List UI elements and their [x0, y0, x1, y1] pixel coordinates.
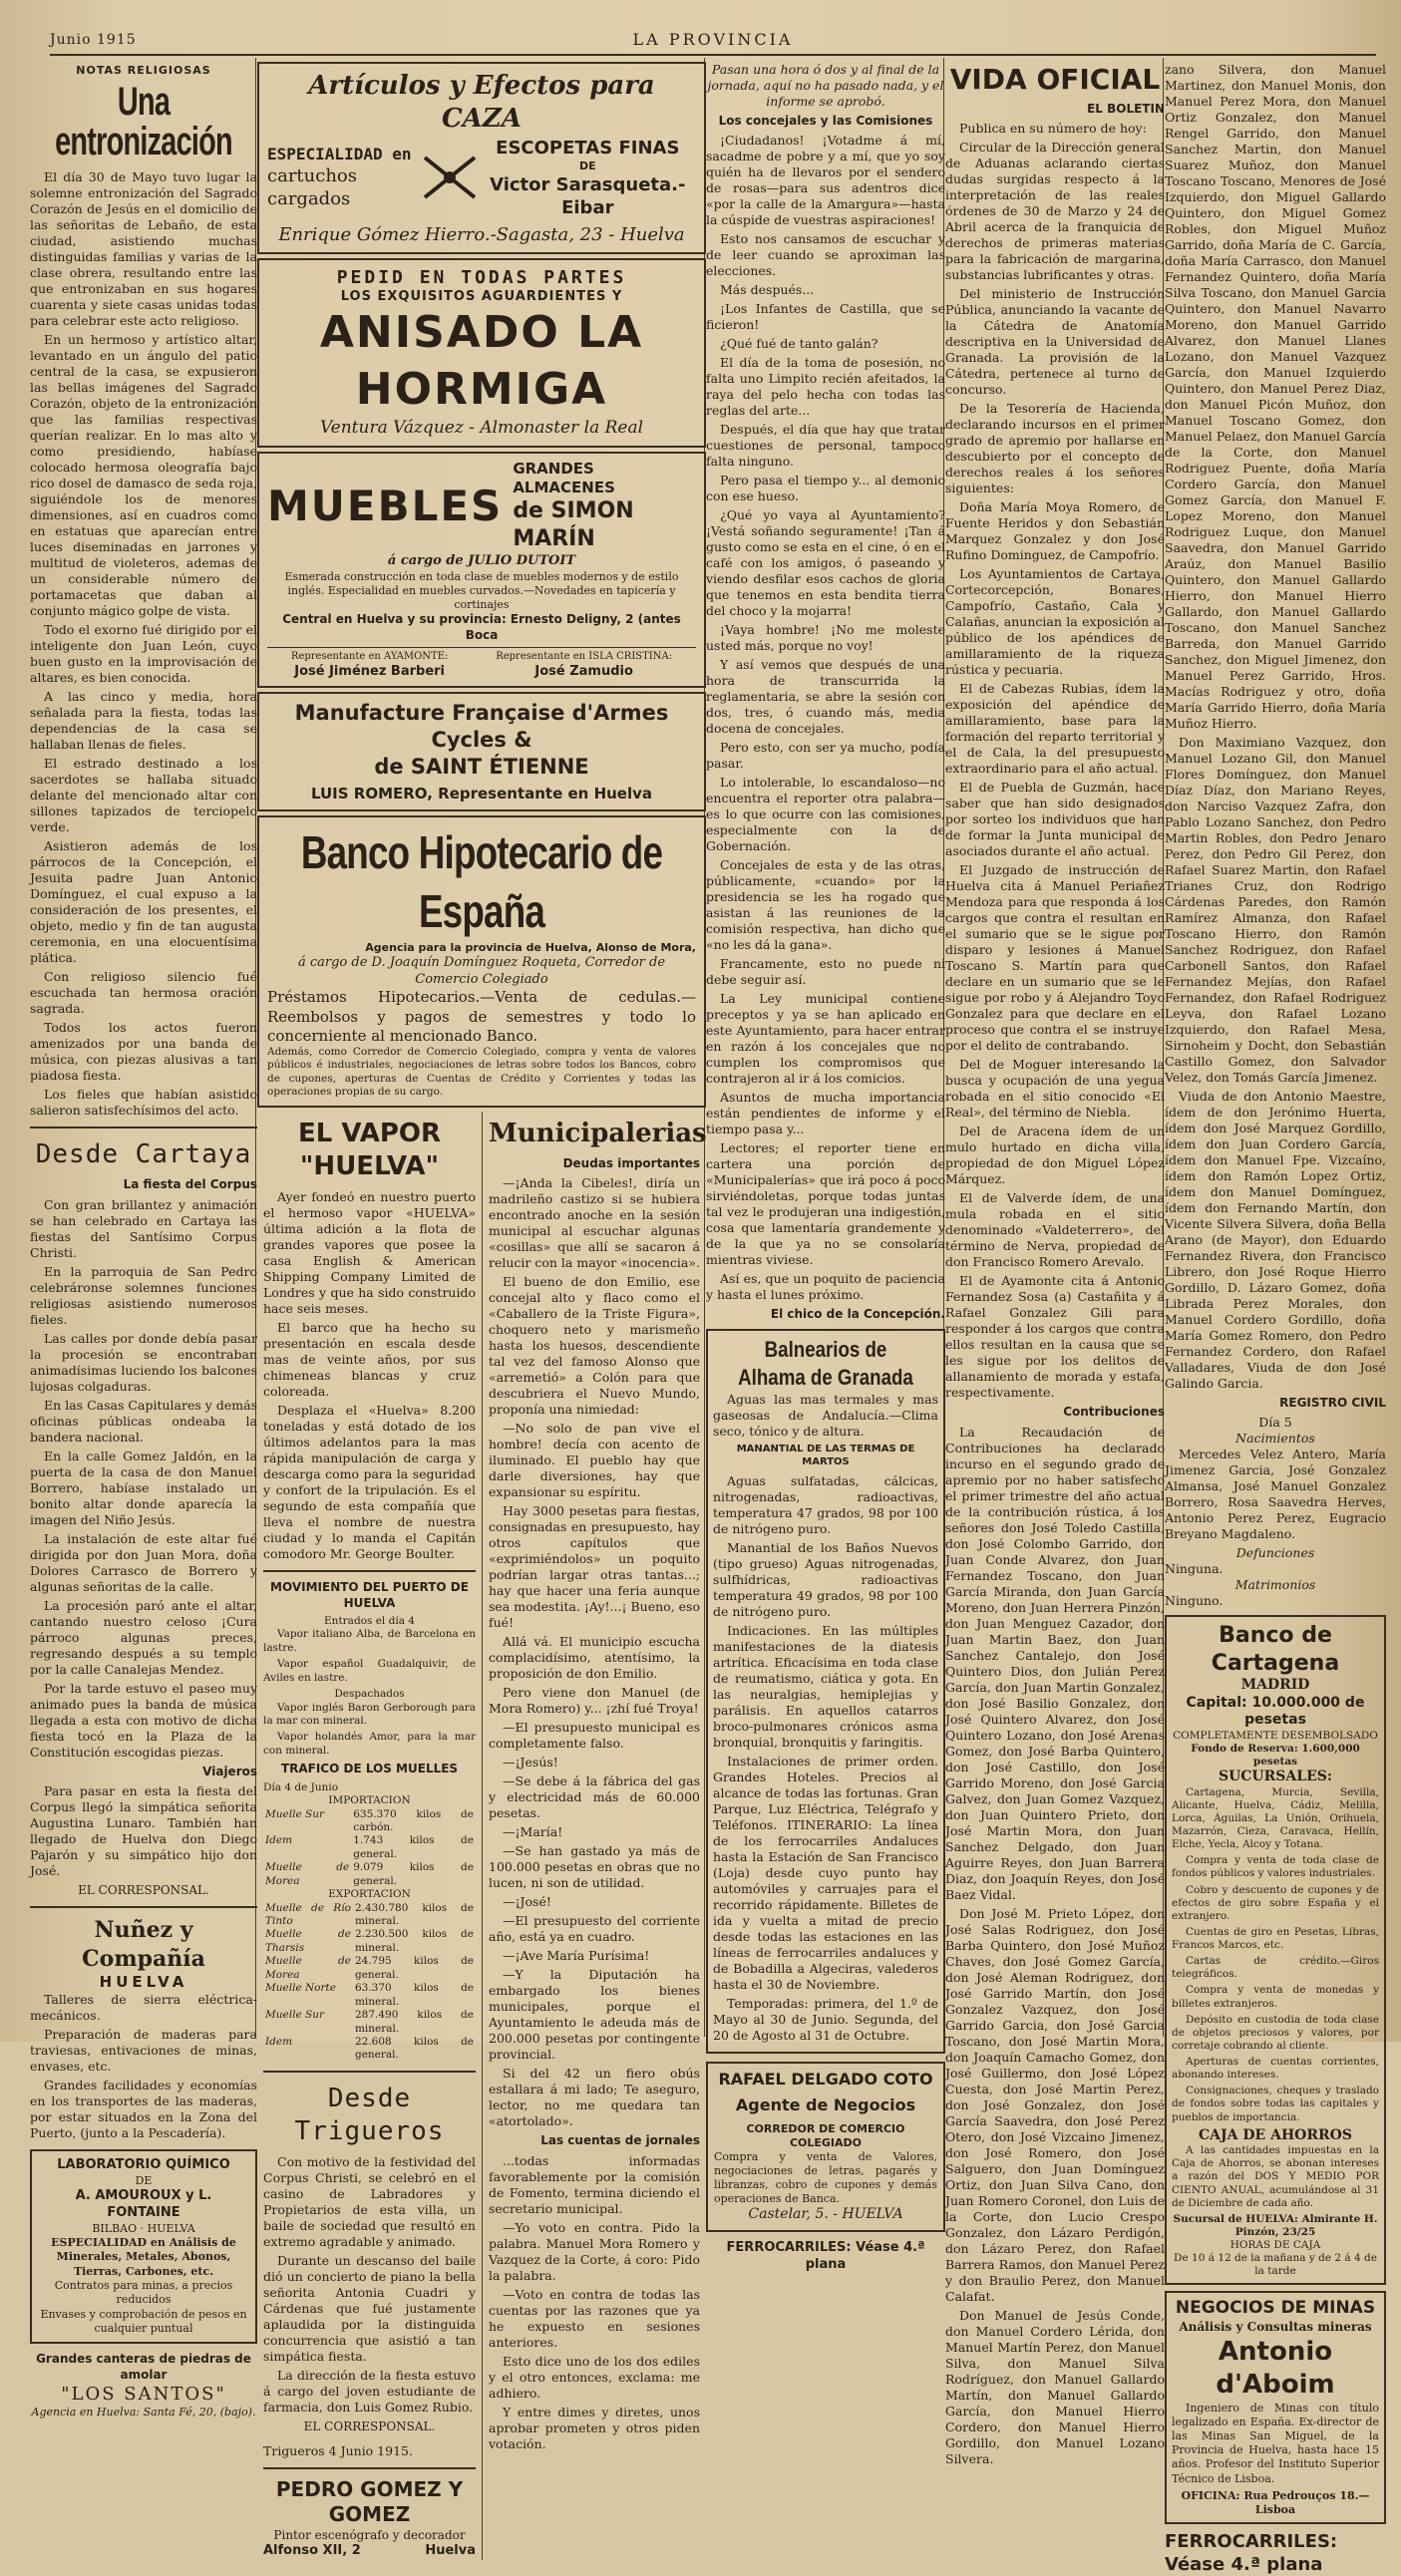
balneario-para: Aguas sulfatadas, cálcicas, nitrogenadas, radioactivas, temperatura 47 grados, 98 por 100 de nitrógeno puro.	[713, 1472, 938, 1536]
exportacion-table	[263, 1902, 476, 2063]
caza-especialidad: ESPECIALIDAD en	[267, 144, 412, 163]
bc-ahorros-title: CAJA DE AHORROS	[1199, 2126, 1352, 2143]
bc-horas-value: De 10 á 12 de la mañana y de 2 á 4 de la tarde	[1174, 2252, 1377, 2278]
column-2b	[482, 1112, 706, 2560]
col3-para: Lectores; el reporter tiene en cartera una porción de «Municipalerías» que irá poco á poco sirviéndoletas, porque todas juntas tal vez le produjeran una indigestión, cosa que lamentaría grandemente y de la que ya no se consolaría mientras viviese.	[706, 1140, 945, 1268]
table-row	[263, 1808, 476, 1835]
vida-oficial-sub: EL BOLETIN	[1087, 101, 1165, 116]
importacion-label: IMPORTACION	[328, 1794, 411, 1807]
registro-dia: Día 5	[1258, 1415, 1292, 1431]
col3-para: Concejales de esta y de las otras, públicamente, «cuando» por la presidencia se les ha rogado que asistan á las reuniones de la comisión respectiva, han dicho que «no les dá la gana».	[706, 857, 945, 953]
rdc-corredor: CORREDOR DE COMERCIO COLEGIADO	[746, 2121, 905, 2149]
vapor-para: Ayer fondeó en nuestro puerto el hermoso vapor «HUELVA» última adición a la flota de grandes vapores que posee la casa English & American Shipping Company Limited de Londres y que ha sido construido hace seis meses.	[263, 1189, 476, 1317]
muebles-rep1-label: Representante en AYAMONTE:	[290, 651, 449, 663]
muni-para: ...todas informadas favorablemente por la comisión de Fomento, termina diciendo el secretario municipal.	[489, 2152, 700, 2216]
municipalerias-sub: Deudas importantes	[562, 1155, 700, 1170]
muni-para: Esto dice uno de los dos ediles y el otro entonces, exclama: me adhiero.	[489, 2353, 700, 2401]
balneario-para: Temporadas: primera, del 1.º de Mayo al 30 de Junio. Segunda, del 20 de Agosto al 31 de Octubre.	[713, 1995, 938, 2043]
table-row	[263, 1928, 476, 1955]
divider	[263, 2467, 476, 2469]
rdc-desc: Compra y venta de Valores, negociaciones de letras, pagarés y libranzas, cobro de cupones y demás operaciones de Banca.	[714, 2149, 937, 2205]
cell: Muelle Sur	[265, 1807, 324, 1820]
hormiga-line1: PEDID EN TODAS PARTES	[336, 266, 627, 288]
col6-names2: Don Maximiano Vazquez, don Manuel Lozano Gil, don Manuel Flores Domínguez, don Manuel Díaz Díaz, don Mariano Reyes, don Narciso Vazquez Zafra, don Pablo Lozano Sanchez, don Pedro Martin Robles, don Pedro Jenaro Perez, don Pedro Gil Perez, don Rafael Suarez Martin, don Rafael Trianes Cruz, don Rodrigo Cárdenas Paredes, don Ramón Ramírez Almanza, don Rafael Toscano Hierro, don Ramón Sanchez Rodriguez, don Rafael Carbonell Santos, don Rafael Fernandez Mejías, don Rafael Fernandez, don Rafael Rodriguez Leyva, don Rafael Lozano Izquierdo, don Rafael Mesa, Sirnoheim y Docht, don Sebastián Castillo Gomez, don Salvador Velez, don Tomás García Jimenez.	[1165, 735, 1386, 1085]
negocios-minas-ad	[1165, 2291, 1386, 2523]
muni-para: Y entre dimes y diretes, unos aprobar prometen y otros piden votación.	[489, 2404, 700, 2451]
banco-fine: Además, como Corredor de Comercio Colegiado, compra y venta de valores públicos é industriales, negociaciones de letras sobre todos los Bancos, cobro de cupones, aperturas de Cuentas de Crédito y Corrientes y todas las operaciones propias de su cargo.	[267, 1045, 696, 1099]
municipalerias-sub2: Las cuentas de jornales	[540, 2133, 700, 2148]
puerto-section	[263, 1580, 476, 2063]
col3-para: Más después...	[720, 282, 815, 298]
banco-cartagena-ad	[1165, 1615, 1386, 2285]
muni-para: —Se debe á la fábrica del gas y electricidad más de 60.000 pesetas.	[489, 1773, 700, 1821]
col3-sub: Los concejales y las Comisiones	[718, 114, 933, 128]
santos-ad	[30, 2352, 257, 2419]
importacion-table	[263, 1808, 476, 1889]
muni-para: —Y la Diputación ha embargado los bienes municipales, porque el Ayuntamiento le adeuda más de 200.000 pesetas por contingente provincial.	[489, 1967, 700, 2063]
bc-ahorros: A las cantidades impuestas en la Caja de Ahorros, se abonan intereses a razón del DOS Y MEDIO POR CIENTO ANUAL, acumulándose al 31 de Diciembre de cada año.	[1172, 2144, 1379, 2209]
bc-sucursales: Cartagena, Murcia, Sevilla, Alicante, Huelva, Cádiz, Melilla, Lorca, Águilas, La Unión, Orihuela, Mazarrón, Cieza, Caravaca, Hellín, Elche, Yecla, Alcoy y Totana.	[1172, 1785, 1379, 1851]
masthead-title: LA PROVINCIA	[632, 30, 794, 49]
muni-para: —Se han gastado ya más de 100.000 pesetas en obras que no lucen, ni son de utilidad.	[489, 1843, 700, 1891]
muni-para: —Voto en contra de todas las cuentas por las razones que ya he expuesto en sesiones anteriores.	[489, 2286, 700, 2350]
vida-para: El de Valverde ídem, de una mula robada en el sitio denominado «Valdeterrero», del término de Nerva, propiedad de don Francisco Romero Arevalo.	[945, 1190, 1165, 1270]
cell: Idem	[265, 2035, 293, 2048]
divider	[30, 1127, 257, 1128]
vida-para: Del de Moguer interesando la busca y ocupación de una yegua robada en el sitio conocido «El Real», del término de Niebla.	[945, 1057, 1165, 1121]
santos-name: "LOS SANTOS"	[61, 2383, 226, 2405]
column-2	[257, 62, 707, 2559]
nunez-para: Preparación de maderas para traviesas, entivaciones de minas, envases, etc.	[30, 2026, 257, 2074]
cartaya-para: En la parroquia de San Pedro celebráronse solemnes funciones religiosas asistiendo numerosos fieles.	[30, 1263, 257, 1327]
table-row	[263, 1861, 476, 1888]
vida-para: Del de Aracena ídem de un mulo hurtado en dicha villa, propiedad de don Miguel López Márquez.	[945, 1124, 1165, 1187]
col3-para: Pero pasa el tiempo y... al demonio con ese hueso.	[706, 473, 945, 504]
col3-signature: El chico de la Concepción.	[770, 1307, 945, 1322]
balneario-title: Balnearios de Alhama de Granada	[738, 1336, 913, 1390]
table-row	[263, 2036, 476, 2063]
defunciones-value: Ninguna.	[1165, 1561, 1224, 1577]
cell: Muelle Sur	[265, 2009, 324, 2022]
banco-cargo: á cargo de D. Joaquín Domínguez Roqueta, Corredor de Comercio Colegiado	[297, 955, 666, 987]
column-2-split	[257, 1112, 706, 2560]
cartaya-para: Las calles por donde debía pasar la procesión se encontraban animadísimas luciendo los balcones lujosas colgaduras.	[30, 1330, 257, 1394]
divider	[263, 2071, 476, 2073]
hormiga-maker: Ventura Vázquez - Almonaster la Real	[319, 418, 644, 439]
bc-op: Compra y venta de monedas y billetes extranjeros.	[1172, 1984, 1379, 2010]
bc-op: Aperturas de cuentas corrientes, abonando intereses.	[1172, 2056, 1379, 2082]
muni-para: Pero viene don Manuel (de Mora Romero) y... ¡zhí fué Troya!	[489, 1685, 700, 1717]
bc-op: Cuentas de giro en Pesetas, Libras, Francos Marcos, etc.	[1172, 1925, 1379, 1952]
col3-para: Francamente, esto no puede ni debe seguir así.	[706, 956, 945, 988]
bc-title: Banco de Cartagena	[1211, 1623, 1340, 1676]
cell: Muelle de Morea	[265, 1861, 350, 1887]
bc-op: Cobro y descuento de cupones y de efectos de giro sobre España y el extranjero.	[1172, 1883, 1379, 1922]
crossed-rifles-icon	[420, 153, 480, 202]
column-3	[706, 62, 945, 2272]
table-row	[263, 1955, 476, 1982]
caza-ad	[257, 62, 706, 254]
balneario-para: Indicaciones. En las múltiples manifestaciones de la diatesis artrítica. Eficacísima en toda clase de reumatismo, ciática y gota. En las neuralgias, hemiplejias y parálisis. En aquellos catarros broco-pulmonares crónicos asma bronquial, bronquitis y faringitis.	[713, 1622, 938, 1750]
banco-agency: Agencia para la provincia de Huelva, Alonso de Mora,	[365, 941, 696, 955]
muni-para: —El presupuesto del corriente año, está ya en cuadro.	[489, 1913, 700, 1945]
contrib-para: Don José M. Prieto López, don José Salas Rodriguez, don José Barba Quintero, don José Muñoz Chaves, don José Gomez García, don José Aleman Rodriguez, don José Garrido Martín, don José Gonzalez Vazquez, don José Garrido Garcia, don José Garcia Toscano, don José Martin Mora, don Joaquín Camacho Gomez, don José Guillermo, don José López Cuesta, don José Martin Perez, don José Gonzalez, don José García Saavedra, don José Perez Otero, don José Vizcaino Jimenez, don José Romero, don José Salguero, don Juan Domínguez Ortiz, don Juan Silva Cano, don Juan Romero Coronel, don Luis de la Corte, don Lucio Crespo Gonzalez, don Lázaro Perdigón, don Lázaro Perez, don Rafael Barrera Ramos, don Manuel Perez y don Braulio Perez, don Manuel Calafat.	[945, 1905, 1165, 2304]
nm-sub: Análisis y Consultas mineras	[1179, 2320, 1372, 2335]
arms-ad	[257, 692, 706, 811]
pedro-city: Huelva	[425, 2543, 476, 2559]
col6-names3: Viuda de don Antonio Maestre, ídem de don Jerónimo Huerta, ídem don José Marquez Gordillo, ídem don Juan Cordero García, ídem don Manuel Fpe. Vizcaíno, ídem don Ramón Lopez Ortiz, ídem don Manuel Domínguez, ídem don Fernando Martín, don Vicente Silvera Silvera, doña Bella Arano (de Mayor), don Eduardo Fernandez Rivera, don Francisco Librero, don José Roque Hierro Gordillo, D. Lázaro Gomez, doña Librada Perez Morales, don Manuel Cordero Gordillo, doña María Gomez Romero, don Pedro Fernandez Cordero, don Rafael Valladares, Viuda de don José Galindo Garcia.	[1165, 1089, 1386, 1391]
contrib-para: Don Manuel de Jesús Conde, don Manuel Cordero Lérida, don Manuel Martín Perez, don Manuel Silva, don Manuel Silva Rodríguez, don Manuel Gallardo Martín, don Manuel Gallardo García, don Manuel Hierro Cordero, don Manuel Hierro Gordillo, don Manuel Lozano Silvera.	[945, 2307, 1165, 2466]
masthead	[50, 30, 1376, 56]
cell: 2.430.780 kilos de mineral.	[354, 1901, 474, 1928]
nm-para: Ingeniero de Minas con título legalizado en España. Ex-director de las Minas San Miguel, de la Provincia de Huelva, hasta hace 15 años. Profesor del Instituto Superior Técnico de Lisboa.	[1172, 2402, 1379, 2485]
col3-verse: Pasan una hora ó dos y al final de la jornada, aquí no ha pasado nada, y el informe se aprobó.	[707, 62, 944, 109]
puerto-despacho: Vapor inglés Baron Gerborough para la mar con mineral.	[263, 1701, 476, 1727]
bc-op: Depósito en custodia de toda clase de objetos preciosos y valores, por corretaje cobrando al cliente.	[1172, 2013, 1379, 2052]
col3-para: Esto nos cansamos de escuchar y de leer cuando se aproximan las elecciones.	[706, 231, 945, 279]
trafico-dia: Día 4 de Junio	[263, 1780, 339, 1793]
balneario-para: Aguas las mas termales y mas gaseosas de Andalucía.—Clima seco, tónico y de altura.	[713, 1392, 938, 1440]
muebles-desc: Esmerada construcción en toda clase de muebles modernos y de estilo inglés. Especialidad en muebles curvados.—Novedades en tapicería y cortinajes	[284, 570, 679, 612]
lab-de: DE	[135, 2173, 153, 2187]
municipalerias-title: Municipalerias	[489, 1118, 707, 1148]
column-4	[945, 62, 1165, 2466]
notas-para: Los fieles que habían asistido salieron satisfechísimos del acto.	[30, 1087, 257, 1119]
hormiga-name: ANISADO LA HORMIGA	[319, 307, 644, 415]
rafael-delgado-ad	[706, 2062, 945, 2232]
puerto-entrada: Vapor español Guadalquivir, de Aviles en lastre.	[263, 1658, 476, 1684]
col3-para: Así es, que un poquito de paciencia y hasta el lunes próximo.	[706, 1271, 945, 1303]
muni-para: —¡Anda la Cibeles!, diría un madrileño castizo si se hubiera encontrado anoche en la sesión municipal al escuchar algunas «cosillas» que allí se sacaron á relucir con la mayor «inocencia».	[489, 1175, 700, 1271]
laboratorio-ad	[30, 2149, 257, 2344]
cell: Muelle de Tharsis	[265, 1928, 351, 1954]
lab-cities: BILBAO · HUELVA	[92, 2221, 195, 2235]
arms-line2: de SAINT ÉTIENNE	[374, 755, 589, 780]
divider	[30, 1906, 257, 1908]
notas-para: Asistieron además de los párrocos de la Concepción, el Jesuita padre Juan Antonio Domínguez, el cual expuso a la consideración de los presentes, el objeto, medio y fin de tan augusta ceremonia, en una elocuentísima plática.	[30, 838, 257, 966]
bc-op: Consignaciones, cheques y traslado de fondos sobre todas las capitales y pueblos de importancia.	[1172, 2085, 1379, 2123]
nm-name: Antonio d'Aboim	[1216, 2336, 1335, 2400]
nunez-title: Nuñez y Compañía	[82, 1917, 205, 1972]
muebles-r2: de SIMON MARÍN	[513, 498, 634, 552]
col3-para: Lo intolerable, lo escandaloso—no encuentra el reporter otra palabra—es lo que ocurre con las comisiones, especialmente con la de Gobernación.	[706, 775, 945, 854]
col3-para: ¿Qué yo vaya al Ayuntamiento? ¡Vestá soñando seguramente! ¡Tan á gusto como se esta en el cine, ó en el café con los amigos, ó paseando y viendo desfilar esos cachos de gloria que tenemos en esta bendita tierra del choco y la mojarra!	[706, 507, 945, 619]
muebles-rep2-label: Representante en ISLA CRISTINA:	[496, 651, 673, 663]
notas-para: Todos los actos fueron amenizados por una banda de música, con piezas alusivas a tan piadosa fiesta.	[30, 1020, 257, 1084]
viajeros-title: Viajeros	[202, 1764, 257, 1778]
muebles-ad	[257, 452, 706, 689]
rdc-name: RAFAEL DELGADO COTO	[718, 2069, 933, 2089]
notas-title: Una entronización	[55, 80, 232, 164]
notas-para: Todo el exorno fué dirigido por el inteligente don Juan León, cuyo buen gusto en la improvisación de altares, es bien conocida.	[30, 622, 257, 686]
muni-para: —¡María!	[503, 1824, 563, 1840]
muebles-cargo: á cargo de JULIO DUTOIT	[387, 553, 576, 569]
trafico-title: TRAFICO DE LOS MUELLES	[280, 1762, 459, 1776]
lab-especialidad: ESPECIALIDAD en Análisis de Minerales, Metales, Abonos, Tierras, Carbones, etc.	[51, 2236, 236, 2278]
bc-sucursales-title: SUCURSALES:	[1218, 1769, 1333, 1785]
caza-de: DE	[578, 159, 596, 172]
cell: 2.230.500 kilos de mineral.	[354, 1928, 474, 1954]
santos-title: Grandes canteras de piedras de amolar	[36, 2352, 251, 2382]
hormiga-ad	[257, 258, 706, 448]
divider	[263, 1570, 476, 1572]
cartaya-subtitle: La fiesta del Corpus	[123, 1177, 257, 1192]
cell: 635.370 kilos de carbón.	[353, 1807, 474, 1833]
trigueros-date: Trigueros 4 Junio 1915.	[263, 2442, 413, 2458]
cartaya-para: Con gran brillantez y animación se han celebrado en Cartaya las fiestas del Santísimo Corpus Christi.	[30, 1196, 257, 1260]
lab-names: A. AMOUROUX y L. FONTAINE	[75, 2188, 212, 2220]
vida-para: De la Tesorería de Hacienda, declarando incursos en el primer grado de apremio por hallarse en descubierto por el concepto de derechos reales á los señores siguientes:	[945, 401, 1165, 496]
trigueros-signature: EL CORRESPONSAL.	[303, 2419, 436, 2434]
cell: Muelle de Río Tinto	[265, 1901, 351, 1928]
pedro-sub: Pintor escenógrafo y decorador	[273, 2527, 466, 2542]
caza-seller: Enrique Gómez Hierro.-Sagasta, 23 - Huelva	[278, 223, 685, 245]
santos-address: Agencia en Huelva: Santa Fé, 20, (bajo).	[31, 2406, 256, 2419]
registro-civil-title: REGISTRO CIVIL	[1279, 1396, 1386, 1410]
muni-para: —¡Jesús!	[503, 1755, 558, 1771]
col3-para: ¿Qué fué de tanto galán?	[720, 336, 878, 352]
vida-para: El de Cabezas Rubias, ídem la exposición del apéndice de amillaramiento, base para la formación del reparto territorial y el de Cala, la del presupuesto extraordinario para el año actual.	[945, 681, 1165, 777]
column-1	[30, 62, 257, 2419]
muni-para: —Yo voto en contra. Pido la palabra. Manuel Mora Romero y Vazquez de la Corte, á coro: Pido la palabra.	[489, 2219, 700, 2283]
cell: Muelle Norte	[265, 1982, 336, 1995]
vida-para: Los Ayuntamientos de Cartaya, Cortecorcepción, Bonares, Campofrío, Castaño, Cala y Calañas, anuncian la exposición al público de los apéndices de amillaramiento de la riqueza rústica y pecuaria.	[945, 566, 1165, 678]
cartaya-title: Desde Cartaya	[35, 1139, 252, 1170]
contribuciones-title: Contribuciones	[1063, 1405, 1165, 1420]
notas-para: Con religioso silencio fué escuchada tan hermosa oración sagrada.	[30, 969, 257, 1017]
balneario-manantial: MANANTIAL DE LAS TERMAS DE MARTOS	[736, 1444, 915, 1467]
cell: 24.795 kilos de general.	[354, 1955, 474, 1981]
nunez-para: Grandes facilidades y economías en los transportes de las maderas, por estar situados en la Zona del Puerto, (junto a la Pescadería).	[30, 2077, 257, 2140]
col3-para: ¡Ciudadanos! ¡Votadme á mí, sacadme de pobre y a mí, que yo soy quién ha de llevaros por el sendero de rosas—para sus adentros dice «por la calle de la Amargura»—hasta la cúspide de vuestras aspiraciones!	[706, 133, 945, 228]
vida-para: Circular de la Dirección general de Aduanas aclarando ciertas dudas surgidas respecto á la interpretación de las reales órdenes de 30 de Marzo y 24 de Abril acerca de la franquicia de derechos de primeras materias para la fabricación de margarina, substancias lubrificantes y otras.	[945, 140, 1165, 283]
notas-kicker: NOTAS RELIGIOSAS	[76, 64, 211, 77]
cell: 9.079 kilos de general.	[353, 1861, 474, 1887]
col6-names: zano Silvera, don Manuel Martinez, don Manuel Monis, don Manuel Perez Mora, don Manuel Ortiz Gonzalez, don Manuel Rengel Garrido, don Manuel Sanchez Martin, don Manuel Suarez Muñoz, don Manuel Toscano Toscano, Menores de José Izquierdo, don Miguel Gallardo Quintero, don Miguel Gomez Robles, don Miguel Muñoz Garrido, doña María de C. García, doña María Carrasco, don Manuel Fernandez Quintero, doña María Silva Toscano, don Manuel Garcia Quintero, don Manuel Navarro Moreno, don Manuel Garrido Alvarez, don Manuel Llanes Lozano, don Manuel Vazquez García, don Manuel Izquierdo Quintero, don Manuel Perez Diaz, don Manuel Picón Muñoz, don Manuel Toscano Gomez, don Manuel Pelaez, don Manuel García de la Corte, don Manuel Rodriguez Puente, doña María Cordero García, don Manuel Gomez García, don Manuel F. Lopez Moreno, don Manuel Rodriguez Luque, don Manuel Saavedra, don Manuel Garrido Araúz, don Manuel Basilio Quintero, don Manuel Gallardo Hierro, don Manuel Hierro Gallardo, don Manuel Gallardo Toscano, don Manuel Sanchez Barreda, don Manuel Garrido Sanchez, don Miguel Jimenez, don Manuel Perez Garrido, Hros. Macías Rodriguez y otro, doña María Garrido Hierro, doña María Muñoz Hierro.	[1165, 62, 1386, 731]
cell: Idem	[265, 1834, 293, 1847]
muni-para: —¡Ave María Purísima!	[503, 1948, 650, 1964]
puerto-entradas: Entrados el día 4	[324, 1614, 415, 1627]
nacimientos-list: Mercedes Velez Antero, María Jimenez Garcia, José Gonzalez Almansa, José Manuel Gonzalez Borrero, Rosa Saavedra Herves, Antonio Perez Perez, Eugracio Breyano Magdaleno.	[1165, 1447, 1386, 1542]
vida-para: Del ministerio de Instrucción Pública, anunciando la vacante de la Cátedra de Anatomía descriptiva en la Universidad de Granada. La provisión de la Cátedra, pertenece al turno de concurso.	[945, 286, 1165, 398]
vapor-para: Desplaza el «Huelva» 8.200 toneladas y está dotado de los últimos adelantos para la mas rápida manipulación de carga y descarga como para la seguridad y confort de la tripulación. Es el segundo de esta compañía que lleva el nombre de nuestra ciudad y lo manda el Capitán comodoro Mr. George Boulter.	[263, 1403, 476, 1562]
muni-para: El bueno de don Emilio, ese concejal alto y flaco como el «Caballero de la Triste Figura», choquero neto y marismeño hasta los huesos, descendiente tal vez del famoso Alonso que «arremetió» a Colón para que descubriera el Nuevo Mundo, proponía una nimiedad:	[489, 1274, 700, 1418]
hormiga-line2: LOS EXQUISITOS AGUARDIENTES Y	[340, 288, 623, 304]
cartaya-signature: EL CORRESPONSAL.	[78, 1883, 209, 1898]
caza-escopetas: ESCOPETAS FINAS	[496, 137, 680, 159]
ferrocarriles-note: FERROCARRILES: Véase 4.ª plana	[1165, 2530, 1338, 2575]
bc-op: Compra y venta de toda clase de fondos públicos y valores industriales.	[1172, 1854, 1379, 1880]
balneario-para: Manantial de los Baños Nuevos (tipo grueso) Aguas nitrogenadas, sulfhídricas, radioactivas temperatura 49 grados, 98 por 100 de nitrógeno puro.	[713, 1539, 938, 1619]
lab-envases: Envases y comprobación de pesos en cualquier puntual	[40, 2307, 247, 2335]
puerto-despacho: Vapor holandés Amor, para la mar con mineral.	[263, 1731, 476, 1757]
nm-title: NEGOCIOS DE MINAS	[1175, 2298, 1376, 2319]
bc-horas: HORAS DE CAJA	[1229, 2239, 1321, 2252]
muni-para: —¡José!	[503, 1894, 551, 1910]
banco-hipotecario-ad	[257, 815, 706, 1107]
exportacion-label: EXPORTACION	[328, 1888, 411, 1901]
ferrocarriles-note: FERROCARRILES: Véase 4.ª plana	[726, 2239, 925, 2272]
rdc-agent: Agente de Negocios	[735, 2095, 916, 2115]
bc-sucursal: Sucursal de HUELVA: Almirante H. Pinzón, 23/25	[1173, 2212, 1378, 2238]
vida-para: El de Puebla de Guzmán, hace saber que han sido designados por sorteo los individuos que han de formar la Junta municipal de asociados durante el año actual.	[945, 780, 1165, 859]
col3-para: El día de la toma de posesión, no falta uno Limpito recién afeitados, la raya del pelo hecha con todas las reglas del arte...	[706, 355, 945, 419]
cartaya-para: En la calle Gomez Jaldón, en la puerta de la casa de don Manuel Borrero, habíase instalado un bonito altar donde aparecía la imagen del Niño Jesús.	[30, 1448, 257, 1527]
col3-para: Asuntos de mucha importancia están pendientes de informe y el tiempo pasa y...	[706, 1090, 945, 1137]
trigueros-para: Durante un descanso del baile dió un concierto de piano la bella señorita Antonia Cuadri y Cárdenas que fué justamente aplaudida por la distinguida concurrencia que asistió a tan simpática fiesta.	[263, 2253, 476, 2365]
vapor-para: El barco que ha hecho su presentación en escala desde mas de veinte años, por sus chimeneas blancas y cruz coloreada.	[263, 1320, 476, 1400]
col3-para: ¡Vaya hombre! ¡No me moleste usted más, porque no voy!	[706, 622, 945, 654]
bc-op: Cartas de crédito.—Giros telegráficos.	[1172, 1955, 1379, 1981]
muebles-title: MUEBLES	[267, 482, 504, 531]
caza-maker: Victor Sarasqueta.- Eibar	[490, 173, 686, 218]
puerto-entrada: Vapor italiano Alba, de Barcelona en lastre.	[263, 1628, 476, 1654]
masthead-date: Junio 1915	[50, 32, 137, 48]
cell: 22.608 kilos de general.	[354, 2035, 474, 2062]
cartaya-para: Por la tarde estuvo el paseo muy animado pues la banda de música llegada a esta con motivo de dicha fiesta tocó en la Plaza de la Constitución escogidas piezas.	[30, 1680, 257, 1760]
col3-para: Y así vemos que después de una hora de transcurrida la reglamentaria, se abre la sesión con dos, tres, ó cuando más, media docena de concejales.	[706, 657, 945, 737]
matrimonios-value: Ninguno.	[1165, 1593, 1224, 1609]
lab-contratos: Contratos para minas, a precios reducidos	[54, 2279, 233, 2307]
table-row	[263, 1834, 476, 1861]
table-row	[263, 1982, 476, 2009]
banco-services: Préstamos Hipotecarios.—Venta de cedulas.—Reembolsos y pagos de semestres y todo lo concerniente al mencionado Banco.	[267, 988, 696, 1045]
puerto-title: MOVIMIENTO DEL PUERTO DE HUELVA	[270, 1580, 469, 1610]
caza-cartuchos: cartuchos cargados	[267, 165, 357, 210]
muni-para: Allá vá. El municipio escucha complacidísimo, atentísimo, la proposición de don Emilio.	[489, 1634, 700, 1682]
col3-para: Después, el día que hay que tratar cuestiones de personal, tampoco falta ninguno.	[706, 422, 945, 470]
muebles-rep1-name: José Jiménez Barberi	[294, 663, 446, 679]
muebles-central: Central en Huelva y su provincia: Ernesto Deligny, 2 (antes Boca	[282, 612, 681, 642]
bc-desembolsado: COMPLETAMENTE DESEMBOLSADO	[1173, 1729, 1378, 1742]
arms-line3: LUIS ROMERO, Representante en Huelva	[310, 785, 653, 804]
matrimonios-label: Matrimonios	[1234, 1577, 1316, 1593]
cartaya-para: La procesión paró ante el altar, cantando nuestro celoso ¡Cura párroco algunas preces, regresando después a su templo por la calle Canalejas Mendez.	[30, 1597, 257, 1677]
vida-oficial-title: VIDA OFICIAL	[949, 63, 1161, 96]
cartaya-para: En las Casas Capitulares y demás oficinas públicas ondeaba la bandera nacional.	[30, 1397, 257, 1445]
contrib-para: La Recaudación de Contribuciones ha declarado incurso en el segundo grado de apremio por no haber satisfecho el primer trimestre del año actual de la contribución rústica, á los señores don José Toledo Castilla, don José Colombo Garrido, don Juan Conde Alvarez, don Juan Fernandez Toscano, don Juan García Miranda, don Juan García Moreno, don Juan Herrera Pinzón, don Juan Menguez Cazador, don Juan Martin Baez, don Juan Sanchez Cantalejo, don José Quintero Dios, don Julián Perez García, don Juan Martin Gonzalez, don José Basilio Gonzalez, don José Quintero Alvarez, don José Quintero Lozano, don José Arenas Gomez, don José Barba Quintero, don José Castillo, don José Garrido Moreno, don José Garcia Galvez, don Juan Gomez Vazquez, don Juan Quintero Prieto, don José Martin Mora, don Juan Sanchez Delgado, don Juan Aguirre Reyes, don Juan Barrera Diaz, don Joaquín Reyes, don José Baez Vidal.	[945, 1424, 1165, 1902]
balneario-para: Instalaciones de primer orden. Grandes Hoteles. Precios al alcance de todas las fortunas. Gran Parque, Luz Eléctrica, Telégrafo y Teléfonos. ITINERARIO: La línea de los ferrocarriles Andaluces hasta la Estación de San Francisco (Loja) desde cuyo punto hay automóviles y carruajes para el recorrido rápidamente. Billetes de ida y vuelta a mitad de precio desde todas las estaciones en las líneas de ferrocarriles andaluces y de Bobadilla a Algeciras, valederos hasta el 30 de Noviembre.	[713, 1753, 938, 1992]
cell: 63.370 kilos de mineral.	[354, 1982, 474, 2008]
muebles-rep2-name: José Zamudio	[534, 663, 633, 679]
defunciones-label: Defunciones	[1235, 1545, 1315, 1561]
vapor-title: EL VAPOR "HUELVA"	[297, 1118, 442, 1181]
trigueros-title: Desde Trigueros	[294, 2083, 445, 2147]
vida-para: El Juzgado de instrucción de Huelva cita á Manuel Periañez Mendoza para que responda á los cargos que contra el resultan en el sumario que se le sigue por disparo y lesiones á Manuel Toscano S. Martín para que declare en un sumario que se le sigue por robo y á Alejandro Toyo Gonzalez para que declare en el proceso que contra el se instruye por el delito de contrabando.	[945, 862, 1165, 1054]
vida-para: El de Ayamonte cita á Antonio Fernandez Sosa (a) Castañita y á Rafael Gonzalez Gili para responder á los cargos que contra ellos resultan en la causa que se les sigue por los delitos de allanamiento de morada y estafa, respectivamente.	[945, 1273, 1165, 1401]
nunez-para: Talleres de sierra eléctrica-mecánicos.	[30, 1991, 257, 2023]
column-5	[1165, 62, 1386, 2575]
trigueros-para: La dirección de la fiesta estuvo á cargo del joven estudiante de farmacia, don Luis Gomez Rubio.	[263, 2368, 476, 2415]
muni-para: —No solo de pan vive el hombre! decía con acento de iluminado. El pueblo hay que darle diversiones, hay que expansionar su espíritu.	[489, 1421, 700, 1500]
muni-para: —El presupuesto municipal es completamente falso.	[489, 1720, 700, 1752]
rdc-address: Castelar, 5. - HUELVA	[748, 2206, 903, 2223]
banco-title: Banco Hipotecario de España	[300, 826, 663, 938]
nunez-city: HUELVA	[99, 1972, 188, 1991]
muni-para: Hay 3000 pesetas para fiestas, consignadas en presupuesto, hay otros capítulos que «exprimiéndolos» un poquito podrían largar otras tantas...; hay que hacer una feria aunque sea modestita. ¡Ay!...¡ Bueno, eso fué!	[489, 1503, 700, 1631]
notas-para: A las cinco y media, hora señalada para la fiesta, todas las dependencias de la casa se hallaban llenas de fieles.	[30, 689, 257, 753]
viajeros-text: Para pasar en esta la fiesta del Corpus llegó la simpática señorita Augustina Lunaro. También han llegado de Huelva don Diego Pajarón y su simpático hijo don José.	[30, 1783, 257, 1879]
muebles-r1: GRANDES ALMACENES	[513, 459, 615, 496]
lab-title: LABORATORIO QUÍMICO	[57, 2156, 230, 2172]
col3-para: Pero esto, con ser ya mucho, podía pasar.	[706, 740, 945, 772]
cell: Muelle de Morea	[265, 1955, 351, 1981]
notas-para: En un hermoso y artístico altar, levantado en un ángulo del patio central de la casa, se expusieron las bellas imágenes del Sagrado Corazón, objeto de la entronización que las familias respectivas querían realizar. En lo mas alto y como presidiendo, habíase colocado hermosa oleografía bajo rico dosel de damasco de seda roja, siguiéndole los de menores dimensiones, así en cuadros como en estatuas que aparecían entre luces diseminadas en jarrones y multitud de violeteros, ademas de un considerable número de portamacetas que daban al conjunto mágico golpe de vista.	[30, 332, 257, 619]
pedro-address: Alfonso XII, 2	[263, 2543, 361, 2559]
column-2a	[257, 1112, 482, 2560]
cartaya-para: La instalación de este altar fué dirigida por don Juan Mora, doña Dolores Carrasco de Borrero y algunas señoritas de la calle.	[30, 1530, 257, 1594]
trigueros-para: Con motivo de la festividad del Corpus Christi, se celebró en el casino de Labradores y Propietarios de esta villa, un baile de sociedad que resultó en extremo agradable y animado.	[263, 2154, 476, 2250]
bc-reserva: Fondo de Reserva: 1.600,000 pesetas	[1191, 1742, 1360, 1769]
table-row	[263, 1902, 476, 1929]
muni-para: Si del 42 un fiero obús estallara á mi lado; Te aseguro, lector, no me quedara tan «atortolado».	[489, 2066, 700, 2129]
nm-oficina: OFICINA: Rua Pedrouços 18.—Lisboa	[1181, 2488, 1370, 2516]
vida-para: Publica en su número de hoy:	[959, 121, 1147, 137]
caza-title: Artículos y Efectos para CAZA	[308, 71, 655, 135]
balneario-ad	[706, 1329, 945, 2054]
table-row	[263, 2009, 476, 2036]
col3-para: ¡Los Infantes de Castilla, que se ficieron!	[706, 301, 945, 333]
nunez-ad	[30, 1916, 257, 2141]
notas-para: El estrado destinado a los sacerdotes se hallaba situado delante del mencionado altar con sillones tapizados de terciopelo verde.	[30, 756, 257, 835]
cell: 287.490 kilos de mineral.	[354, 2009, 474, 2035]
cell: 1.743 kilos de general.	[353, 1834, 474, 1860]
notas-para: El día 30 de Mayo tuvo lugar la solemne entronización del Sagrado Corazón de Jesús en el domicilio de las señoritas de Lebaño, de esta ciudad, asistiendo muchas distinguidas familias y varias de la clase obrera, resultando entre las que entronizaban en sus hogares cuarenta y siete casas unidas todas para celebrar este acto religioso.	[30, 169, 257, 329]
puerto-despachados: Despachados	[334, 1688, 405, 1701]
arms-line1: Manufacture Française d'Armes Cycles &	[294, 701, 669, 753]
vida-para: Doña María Moya Romero, de Fuente Heridos y don Sebastián Marquez Gonzalez y don José Rufino Dominguez, de Campofrío.	[945, 499, 1165, 563]
bc-capital: Capital: 10.000.000 de pesetas	[1186, 1694, 1365, 1729]
col3-para: La Ley municipal contiene preceptos y ya se han aplicado en este Ayuntamiento, para hacer entrar en razón á los concejales que no cumplen los compromisos que contrajeron al ir á los comicios.	[706, 991, 945, 1087]
bc-city: MADRID	[1240, 1677, 1310, 1694]
nacimientos-label: Nacimientos	[1235, 1431, 1315, 1447]
pedro-title: PEDRO GOMEZ Y GOMEZ	[275, 2476, 464, 2527]
